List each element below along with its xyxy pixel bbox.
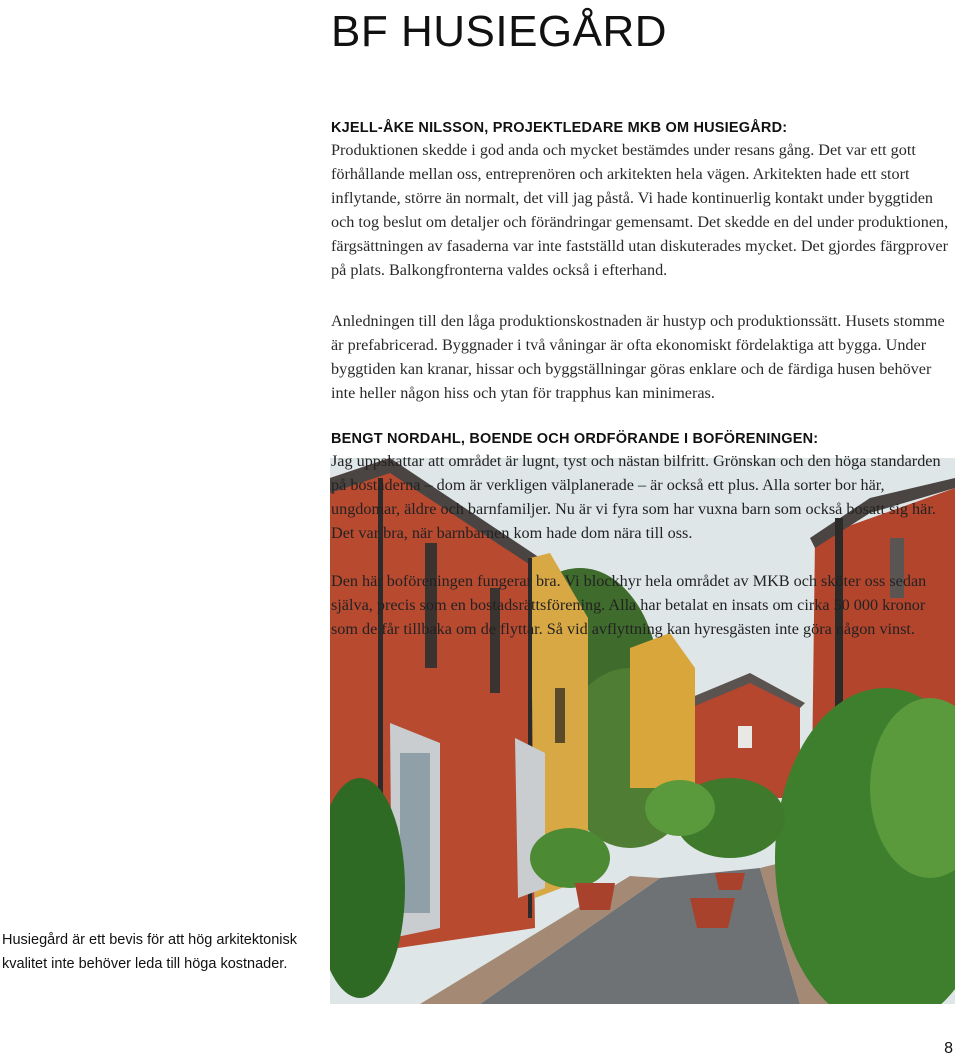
section-body-production: Anledningen till den låga produktionskostnaden är hustyp och produktionssätt. Husets stomme är prefabricerad. Byggnader i två våningar är ofta ekonomiskt fördelaktiga att bygga. Under byggtiden kan kranar, hissar och byggställningar göras enklare och de färdiga husen behöver inte heller någon hiss och ytan för trapphus kan minimeras. <box>331 312 945 402</box>
interview-section-nilsson <box>331 118 951 282</box>
page-title: BF HUSIEGÅRD <box>331 7 668 56</box>
production-cost-section <box>331 309 951 405</box>
section-heading-nordahl: BENGT NORDAHL, BOENDE OCH ORDFÖRANDE I BOFÖRENINGEN: <box>331 431 819 447</box>
paragraph-gap <box>331 545 951 569</box>
section-body-nilsson: Produktionen skedde i god anda och mycket bestämdes under resans gång. Det var ett gott förhållande mellan oss, entreprenören och arkitekten hela vägen. Arkitekten hade ett stort inflytande, större än normalt, det vill jag påstå. Vi hade kontinuerlig kontakt under byggtiden och tog beslut om detaljer och förändringar gemensamt. Det skedde en del under produktionen, färgsättningen av fasaderna var inte fastställd utan diskuterades mycket. Det gjordes färgprover på plats. Balkongfronterna valdes också i efterhand. <box>331 141 949 279</box>
section-body-nordahl-1: Jag uppskattar att området är lugnt, tyst och nästan bilfritt. Grönskan och den höga standarden på bostäderna – dom är verkligen välplanerade – är också ett plus. Alla sorter bor här, ungdomar, äldre och barnfamiljer. Nu är vi fyra som har vuxna barn som också bosatt sig här. Det var bra, när barnbarnen kom hade dom nära till oss. <box>331 452 941 542</box>
page-number: 8 <box>944 1040 953 1057</box>
section-heading-nilsson: KJELL-ÅKE NILSSON, PROJEKTLEDARE MKB OM HUSIEGÅRD: <box>331 120 788 136</box>
section-body-nordahl-2: Den här boföreningen fungerar bra. Vi blockhyr hela området av MKB och sköter oss sedan själva, precis som en bostadsrättsförening. Alla har betalat en insats om cirka 50 000 kronor som de får tillbaka om de flyttar. Så vid avflyttning kan hyresgästen inte göra någon vinst. <box>331 572 927 638</box>
photo-caption: Husiegård är ett bevis för att hög arkitektonisk kvalitet inte behöver leda till höga kostnader. <box>2 932 297 972</box>
interview-section-nordahl <box>331 429 951 641</box>
